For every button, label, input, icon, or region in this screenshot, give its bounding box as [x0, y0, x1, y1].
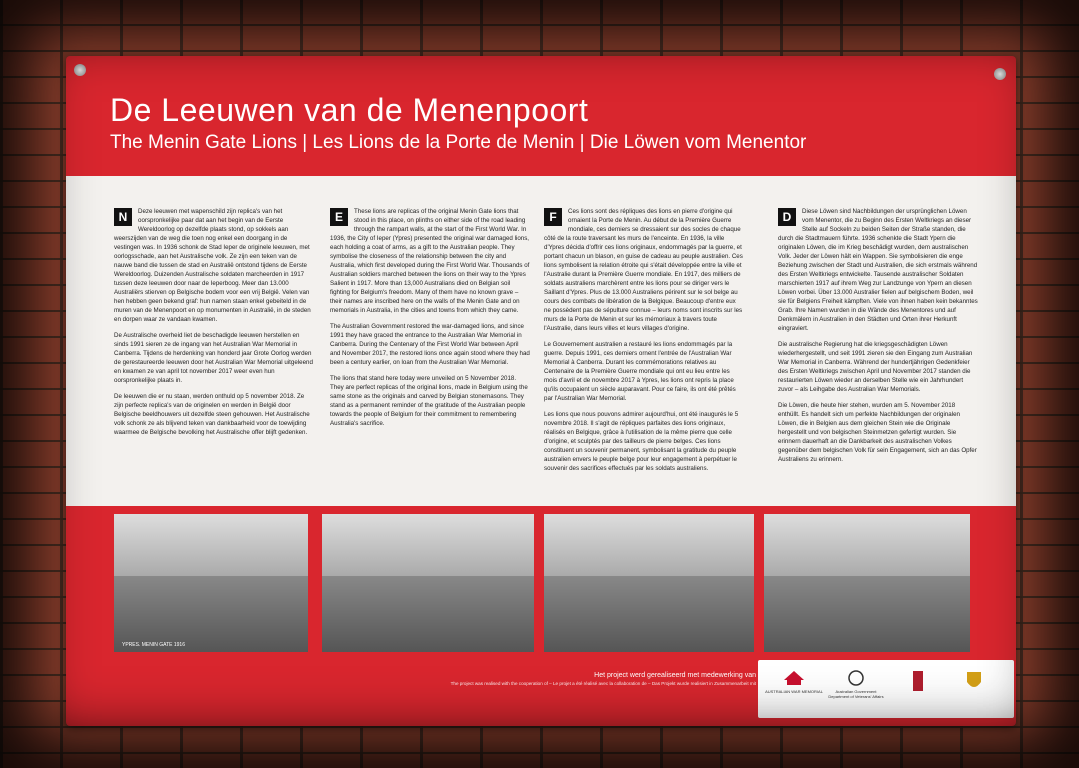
- footer-credits: [236, 672, 756, 686]
- screw-icon: [994, 68, 1006, 80]
- footer-sub-text: The project was realised with the cooperation of – Le projet a été réalisé avec la collaboration de – Das Projekt wurde realisiert in Zusammenarbeit mit: [450, 681, 756, 686]
- language-letter: N: [114, 208, 132, 226]
- language-letter: F: [544, 208, 562, 226]
- column-french: [544, 208, 744, 481]
- photo-strip: [110, 514, 972, 654]
- paragraph: Diese Löwen sind Nachbildungen der ursprünglichen Löwen vom Menentor, die zu Beginn des Ersten Weltkriegs an dieser Stelle auf Sockeln zu beiden Seiten der Straße standen, die durch die Stadtmauern führte. 1936 schenkte die Stadt Ypern die originalen Löwen, die im Krieg beschädigt wurden, dem australischen Volk. Jeder der Löwen hält ein Wappen. Sie symbolisieren die enge Beziehung zwischen der Stadt und Australien, die sich erstmals während des Ersten Weltkriegs entwickelte. Tausende australischer Soldaten marschierten 1917 auf ihrem Weg zur Landzunge von Ypern an diesen Löwen vorbei. Über 13.000 Australier fielen auf belgischem Boden, weil sie für Belgiens Freiheit kämpften. Viele von ihnen haben kein bekanntes Grab. Ihre Namen wurden in die Wände des Menentores und auf Denkmälern in Australien in den Städten und Orten ihrer Herkunft eingraviert.: [778, 208, 978, 332]
- board-title: De Leeuwen van de Menenpoort: [110, 92, 589, 128]
- sponsor-logos: [758, 660, 1014, 718]
- paragraph: Ces lions sont des répliques des lions en pierre d'origine qui ornaient la Porte de Menin. Au début de la Première Guerre mondiale, ces derniers se dressaient sur des socles de chaque côté de la route traversant les murs de l'enceinte. En 1936, la ville d'Ypres décida d'offrir ces lions originaux, endommagés par la guerre, et portant chacun un blason, en guise de cadeau au peuple australien. Ces lions symbolisent la relation étroite qui s'était développée entre la ville et l'Australie durant la Première Guerre mondiale. En 1917, des milliers de soldats australiens marchèrent entre les lions pour se diriger vers le Saillant d'Ypres. Plus de 13.000 Australiens périrent sur le sol belge au cours des combats de libération de la Belgique. Beaucoup d'entre eux ne possèdent pas de sépulture connue – leurs noms sont inscrits sur les murs de la Porte de Menin et sur les mémoriaux à travers toute l'Australie, dans leurs villes et leurs villages d'origine.: [544, 208, 743, 332]
- paragraph: Die Löwen, die heute hier stehen, wurden am 5. November 2018 enthüllt. Es handelt sich um perfekte Nachbildungen der originalen Löwen, die in Belgien aus dem gleichen Stein wie die Originale hergestellt und von belgischen Steinmetzen gefertigt wurden. Sie erinnern dauerhaft an die Dankbarkeit des australischen Volkes gegenüber dem belgischen Volk für sein Engagement, sich an das Opfer Australiens zu erinnern.: [778, 401, 977, 463]
- column-german: [778, 208, 978, 472]
- paragraph: De Australische overheid liet de beschadigde leeuwen herstellen en sinds 1991 sieren ze de ingang van het Australian War Memorial in Canberra. Tijdens de herdenking van honderd jaar Grote Oorlog werden de gerestaureerde leeuwen door het Australian War Memorial uitgeleend en kwamen ze van april tot november 2017 weer even hun oorspronkelijke plaats in.: [114, 331, 313, 384]
- column-english: [330, 208, 530, 436]
- paragraph: De leeuwen die er nu staan, werden onthuld op 5 november 2018. Ze zijn perfecte replica's van de originelen en werden in België door Belgische beeldhouwers uit dezelfde steen gehouwen. Het Australische volk schonk ze als blijvend teken van dankbaarheid voor de toewijding waarmee de Belgische bevolking het Australische offer blijft gedenken.: [114, 392, 310, 436]
- column-dutch: [114, 208, 314, 445]
- paragraph: The Australian Government restored the war-damaged lions, and since 1991 they have graced the entrance to the Australian War Memorial in Canberra. During the Centenary of the First World War between April and November 2017, the restored lions once again stood where they had been a century earlier, on loan from the Australian War Memorial.: [330, 322, 530, 366]
- war-memorial-logo: AUSTRALIAN WAR MEMORIAL: [764, 670, 824, 694]
- photo-caption: YPRES. MENIN GATE 1916: [122, 642, 185, 648]
- screw-icon: [74, 64, 86, 76]
- paragraph: Deze leeuwen met wapenschild zijn replica's van het oorspronkelijke paar dat aan het begin van de Eerste Wereldoorlog op dezelfde plaats stond, op sokkels aan weerszijden van de weg die toen nog enkel een doorgang in de vestingen was. In 1936 schonk de Stad Ieper de originele leeuwen, met oorlogsschade, aan het Australische volk. Ze zijn een teken van de nauwe band die tussen de stad en Australië ontstond tijdens de Eerste Wereldoorlog. Duizenden Australische soldaten marcheerden in 1917 tussen deze leeuwen door naar de Ieperboog. Meer dan 13.000 Australiërs stierven op Belgische bodem voor een vrij België. Velen van hen hebben geen bekend graf: hun namen staan enkel gebeiteld in de muren van de Menenpoort en op monumenten in Australië, in de steden en dorpen waar ze vandaan kwamen.: [114, 208, 311, 323]
- paragraph: Die australische Regierung hat die kriegsgeschädigten Löwen wiederhergestellt, und seit 1991 zieren sie den Eingang zum Australian War Memorial in Canberra. Während der hundertjährigen Gedenkfeier des Ersten Weltkriegs zwischen April und November 2017 standen die restaurierten Löwen wieder an derselben Stelle wie ein Jahrhundert zuvor – als Leihgabe des Australian War Memorials.: [778, 340, 973, 393]
- info-board: [66, 56, 1016, 726]
- crest-logo: [944, 670, 1004, 695]
- government-crest-logo: Australian Government Department of Veterans' Affairs: [826, 670, 886, 699]
- paragraph: Le Gouvernement australien a restauré les lions endommagés par la guerre. Depuis 1991, ces derniers ornent l'entrée de l'Australian War Memorial à Canberra. Durant les commémorations relatives au Centenaire de la Première Guerre mondiale qui ont eu lieu entre les mois d'avril et de novembre 2017 à Ypres, les lions ont repris la place qu'ils occupaient un siècle auparavant. Pour ce faire, ils ont été prêtés par l'Australian War Memorial.: [544, 340, 736, 402]
- language-letter: E: [330, 208, 348, 226]
- photo-rubble: [764, 514, 970, 652]
- photo-lion-statue: [322, 514, 534, 652]
- paragraph: These lions are replicas of the original Menin Gate lions that stood in this place, on plinths on either side of the road leading through the rampart walls, at the start of the First World War. In 1936, the City of Ieper (Ypres) presented the original war damaged lions, each holding a coat of arms, as a gift to the Australian people. They symbolise the closeness of the relationship between the city and Australia, which first developed during the First World War. Thousands of Australian soldiers marched between the lions on their way to the Ypres Salient in 1917. More than 13,000 Australians died on Belgian soil fighting for Belgium's freedom. Many of them have no known grave – their names are inscribed here on the walls of the Menin Gate and on memorials in Australia, in the cities and towns from which they came.: [330, 208, 530, 314]
- photo-menin-gate-1916: [114, 514, 308, 652]
- board-subtitle: The Menin Gate Lions | Les Lions de la Porte de Menin | Die Löwen vom Menentor: [110, 132, 807, 153]
- footer-main-text: Het project werd gerealiseerd met medewerking van: [594, 672, 756, 679]
- paragraph: Les lions que nous pouvons admirer aujourd'hui, ont été inaugurés le 5 novembre 2018. Il s'agit de répliques parfaites des lions originaux, réalisés en Belgique, grâce à l'utilisation de la même pierre que celle d'origine, et sculptés par des tailleurs de pierre belges. Ces lions constituent un souvenir permanent, symbolisant la gratitude du peuple australien envers le peuple belge pour leur engagement à perpétuer le souvenir des sacrifices effectués par les soldats australiens.: [544, 410, 739, 472]
- ieper-logo: [888, 670, 948, 695]
- language-letter: D: [778, 208, 796, 226]
- text-panel: [66, 176, 1016, 506]
- photo-soldiers-marching: [544, 514, 754, 652]
- paragraph: The lions that stand here today were unveiled on 5 November 2018. They are perfect replicas of the original lions, made in Belgium using the same stone as the originals and carved by Belgian stonemasons. They stand as a permanent reminder of the gratitude of the Australian people towards the people of Belgium for their commitment to remembering Australia's sacrifice.: [330, 374, 528, 427]
